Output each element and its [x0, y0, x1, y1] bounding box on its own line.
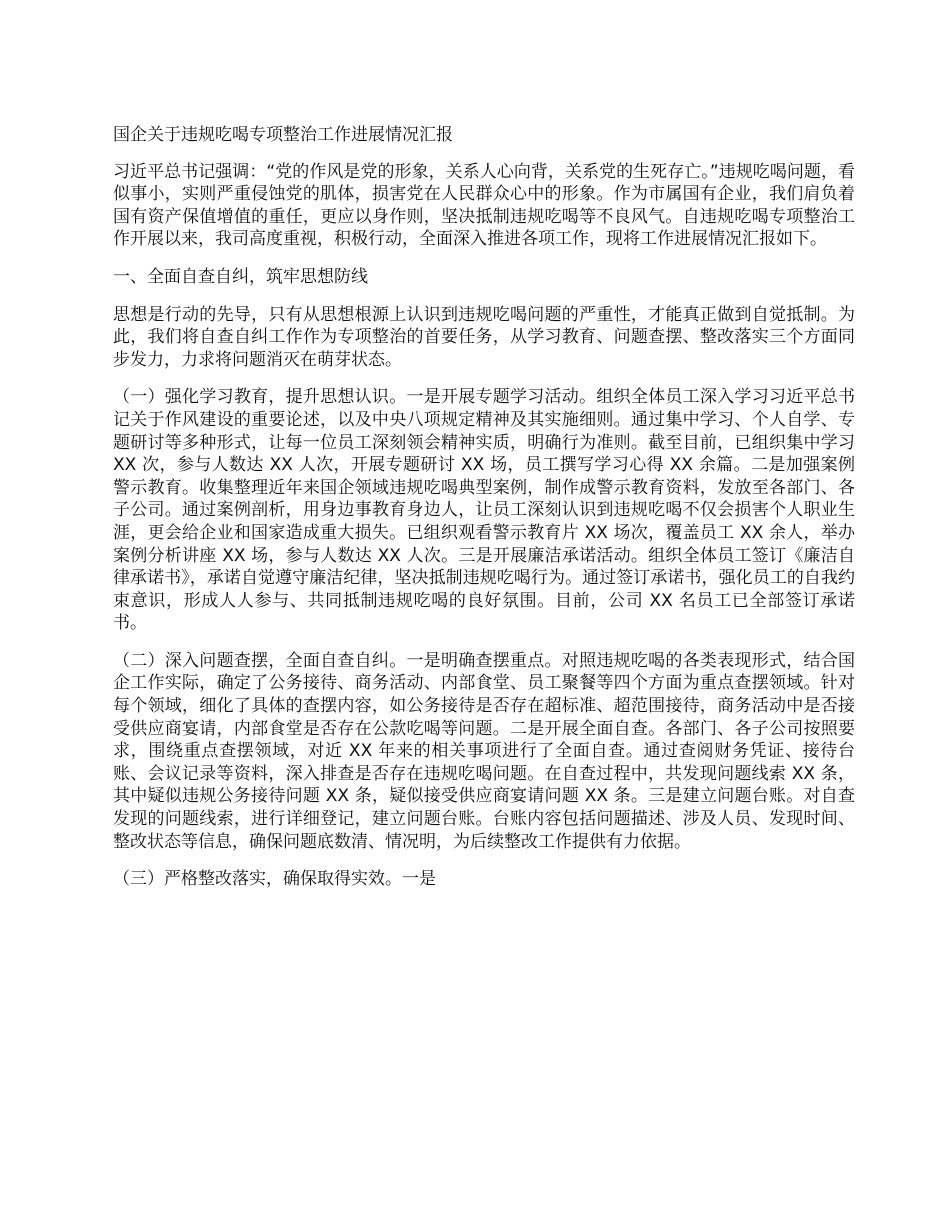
section-heading-1: 一、全面自查自纠，筑牢思想防线: [113, 266, 368, 287]
section-1-intro-paragraph: 思想是行动的先导，只有从思想根源上认识到违规吃喝问题的严重性，才能真正做到自觉抵制。为此，我们将自查自纠工作作为专项整治的首要任务，从学习教育、问题查摆、整改落实三个方面同步发力，力求将问题消灭在萌芽状态。: [113, 304, 855, 370]
subsection-2-paragraph: （二）深入问题查摆，全面自查自纠。一是明确查摆重点。对照违规吃喝的各类表现形式，结合国企工作实际，确定了公务接待、商务活动、内部食堂、员工聚餐等四个方面为重点查摆领域。针对每个领域，细化了具体的查摆内容，如公务接待是否存在超标准、超范围接待，商务活动中是否接受供应商宴请，内部食堂是否存在公款吃喝等问题。二是开展全面自查。各部门、各子公司按照要求，围绕重点查摆领域，对近 XX 年来的相关事项进行了全面自查。通过查阅财务凭证、接待台账、会议记录等资料，深入排查是否存在违规吃喝问题。在自查过程中，共发现问题线索 XX 条，其中疑似违规公务接待问题 XX 条，疑似接受供应商宴请问题 XX 条。三是建立问题台账。对自查发现的问题线索，进行详细登记，建立问题台账。台账内容包括问题描述、涉及人员、发现时间、整改状态等信息，确保问题底数清、情况明，为后续整改工作提供有力依据。: [113, 650, 855, 852]
subsection-3-paragraph: （三）严格整改落实，确保取得实效。一是: [113, 869, 436, 890]
subsection-1-paragraph: （一）强化学习教育，提升思想认识。一是开展专题学习活动。组织全体员工深入学习习近平总书记关于作风建设的重要论述，以及中央八项规定精神及其实施细则。通过集中学习、个人自学、专题研讨等多种形式，让每一位员工深刻领会精神实质，明确行为准则。截至目前，已组织集中学习 XX 次，参与人数达 XX 人次，开展专题研讨 XX 场，员工撰写学习心得 XX 余篇。二是加强案例警示教育。收集整理近年来国企领域违规吃喝典型案例，制作成警示教育资料，发放至各部门、各子公司。通过案例剖析，用身边事教育身边人，让员工深刻认识到违规吃喝不仅会损害个人职业生涯，更会给企业和国家造成重大损失。已组织观看警示教育片 XX 场次，覆盖员工 XX 余人，举办案例分析讲座 XX 场，参与人数达 XX 人次。三是开展廉洁承诺活动。组织全体员工签订《廉洁自律承诺书》，承诺自觉遵守廉洁纪律，坚决抵制违规吃喝行为。通过签订承诺书，强化员工的自我约束意识，形成人人参与、共同抵制违规吃喝的良好氛围。目前，公司 XX 名员工已全部签订承诺书。: [113, 387, 855, 634]
intro-paragraph: 习近平总书记强调：“党的作风是党的形象，关系人心向背，关系党的生死存亡。”违规吃喝问题，看似事小，实则严重侵蚀党的肌体，损害党在人民群众心中的形象。作为市属国有企业，我们肩负着国有资产保值增值的重任，更应以身作则，坚决抵制违规吃喝等不良风气。自违规吃喝专项整治工作开展以来，我司高度重视，积极行动，全面深入推进各项工作，现将工作进展情况汇报如下。: [113, 161, 855, 250]
document-page: [113, 124, 855, 906]
document-title: 国企关于违规吃喝专项整治工作进展情况汇报: [113, 125, 453, 145]
